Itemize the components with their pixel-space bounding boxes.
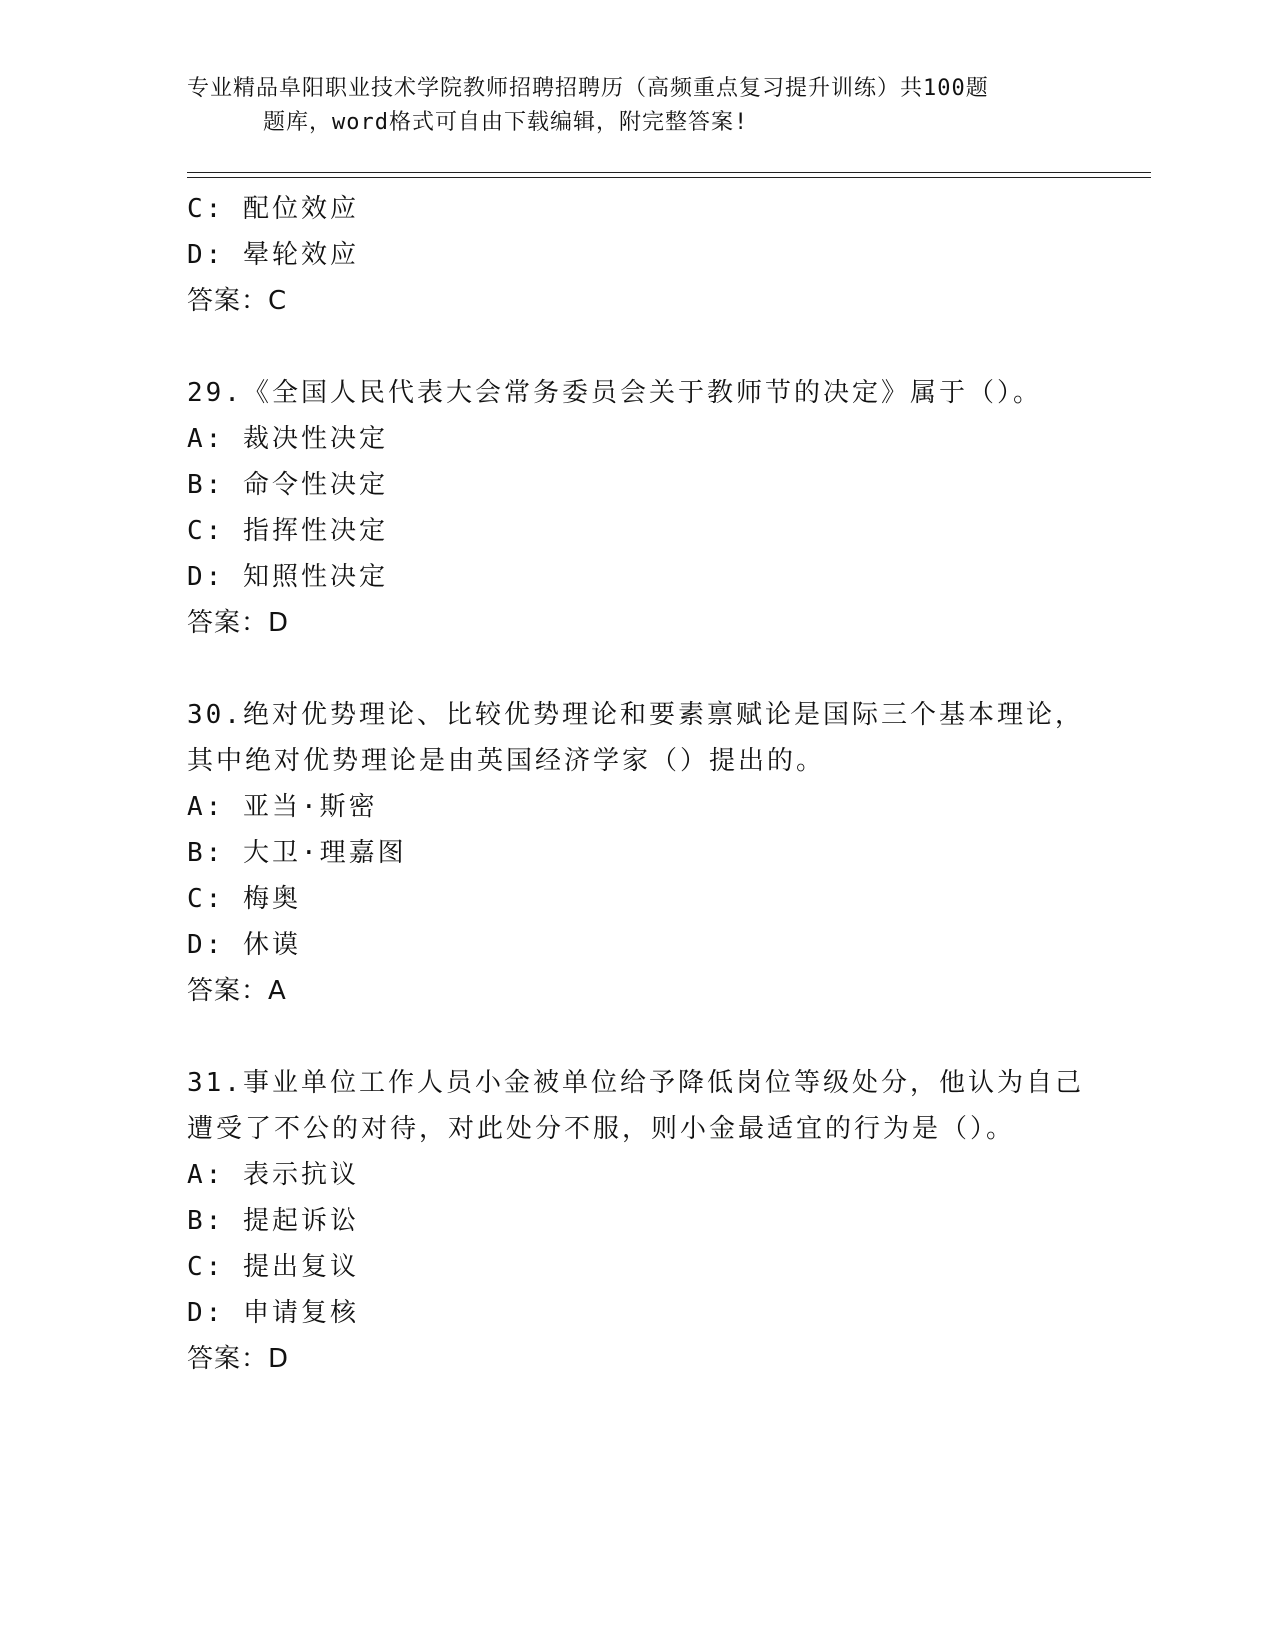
header-rule-top: [187, 172, 1151, 173]
question-text: 其中绝对优势理论是由英国经济学家（）提出的。: [187, 746, 826, 776]
option-a: A: 表示抗议: [187, 1160, 359, 1190]
option-d: D: 晕轮效应: [187, 240, 359, 270]
option-b: B: 提起诉讼: [187, 1206, 359, 1236]
spacer: [187, 324, 1087, 370]
option-c: C: 指挥性决定: [187, 516, 388, 546]
option-d: D: 申请复核: [187, 1298, 359, 1328]
answer: 答案：D: [187, 1344, 290, 1374]
answer: 答案：D: [187, 608, 290, 638]
spacer: [187, 1014, 1087, 1060]
option-d: D: 知照性决定: [187, 562, 388, 592]
option-c: C: 提出复议: [187, 1252, 359, 1282]
question-text: 29.《全国人民代表大会常务委员会关于教师节的决定》属于（）。: [187, 378, 1042, 408]
option-a: A: 亚当·斯密: [187, 792, 378, 822]
question-29: [187, 370, 1087, 646]
page-header: [187, 72, 1067, 140]
answer: 答案：A: [187, 976, 287, 1006]
question-text: 31.事业单位工作人员小金被单位给予降低岗位等级处分，他认为自己: [187, 1068, 1084, 1098]
header-rule-bottom: [187, 177, 1151, 178]
question-text: 遭受了不公的对待，对此处分不服，则小金最适宜的行为是（）。: [187, 1114, 1016, 1144]
question-list: [187, 186, 1087, 1382]
option-c: C: 配位效应: [187, 194, 359, 224]
option-a: A: 裁决性决定: [187, 424, 388, 454]
option-d: D: 休谟: [187, 930, 301, 960]
option-b: B: 大卫·理嘉图: [187, 838, 407, 868]
question-31: [187, 1060, 1087, 1382]
option-b: B: 命令性决定: [187, 470, 388, 500]
option-c: C: 梅奥: [187, 884, 301, 914]
spacer: [187, 646, 1087, 692]
question-text: 30.绝对优势理论、比较优势理论和要素禀赋论是国际三个基本理论，: [187, 700, 1084, 730]
question-30: [187, 692, 1087, 1014]
question-28-tail: [187, 186, 1087, 324]
header-title-line-1: 专业精品阜阳职业技术学院教师招聘招聘历（高频重点复习提升训练）共100题: [187, 76, 989, 101]
header-title-line-2: 题库，word格式可自由下载编辑，附完整答案!: [263, 110, 749, 135]
answer: 答案：C: [187, 286, 288, 316]
